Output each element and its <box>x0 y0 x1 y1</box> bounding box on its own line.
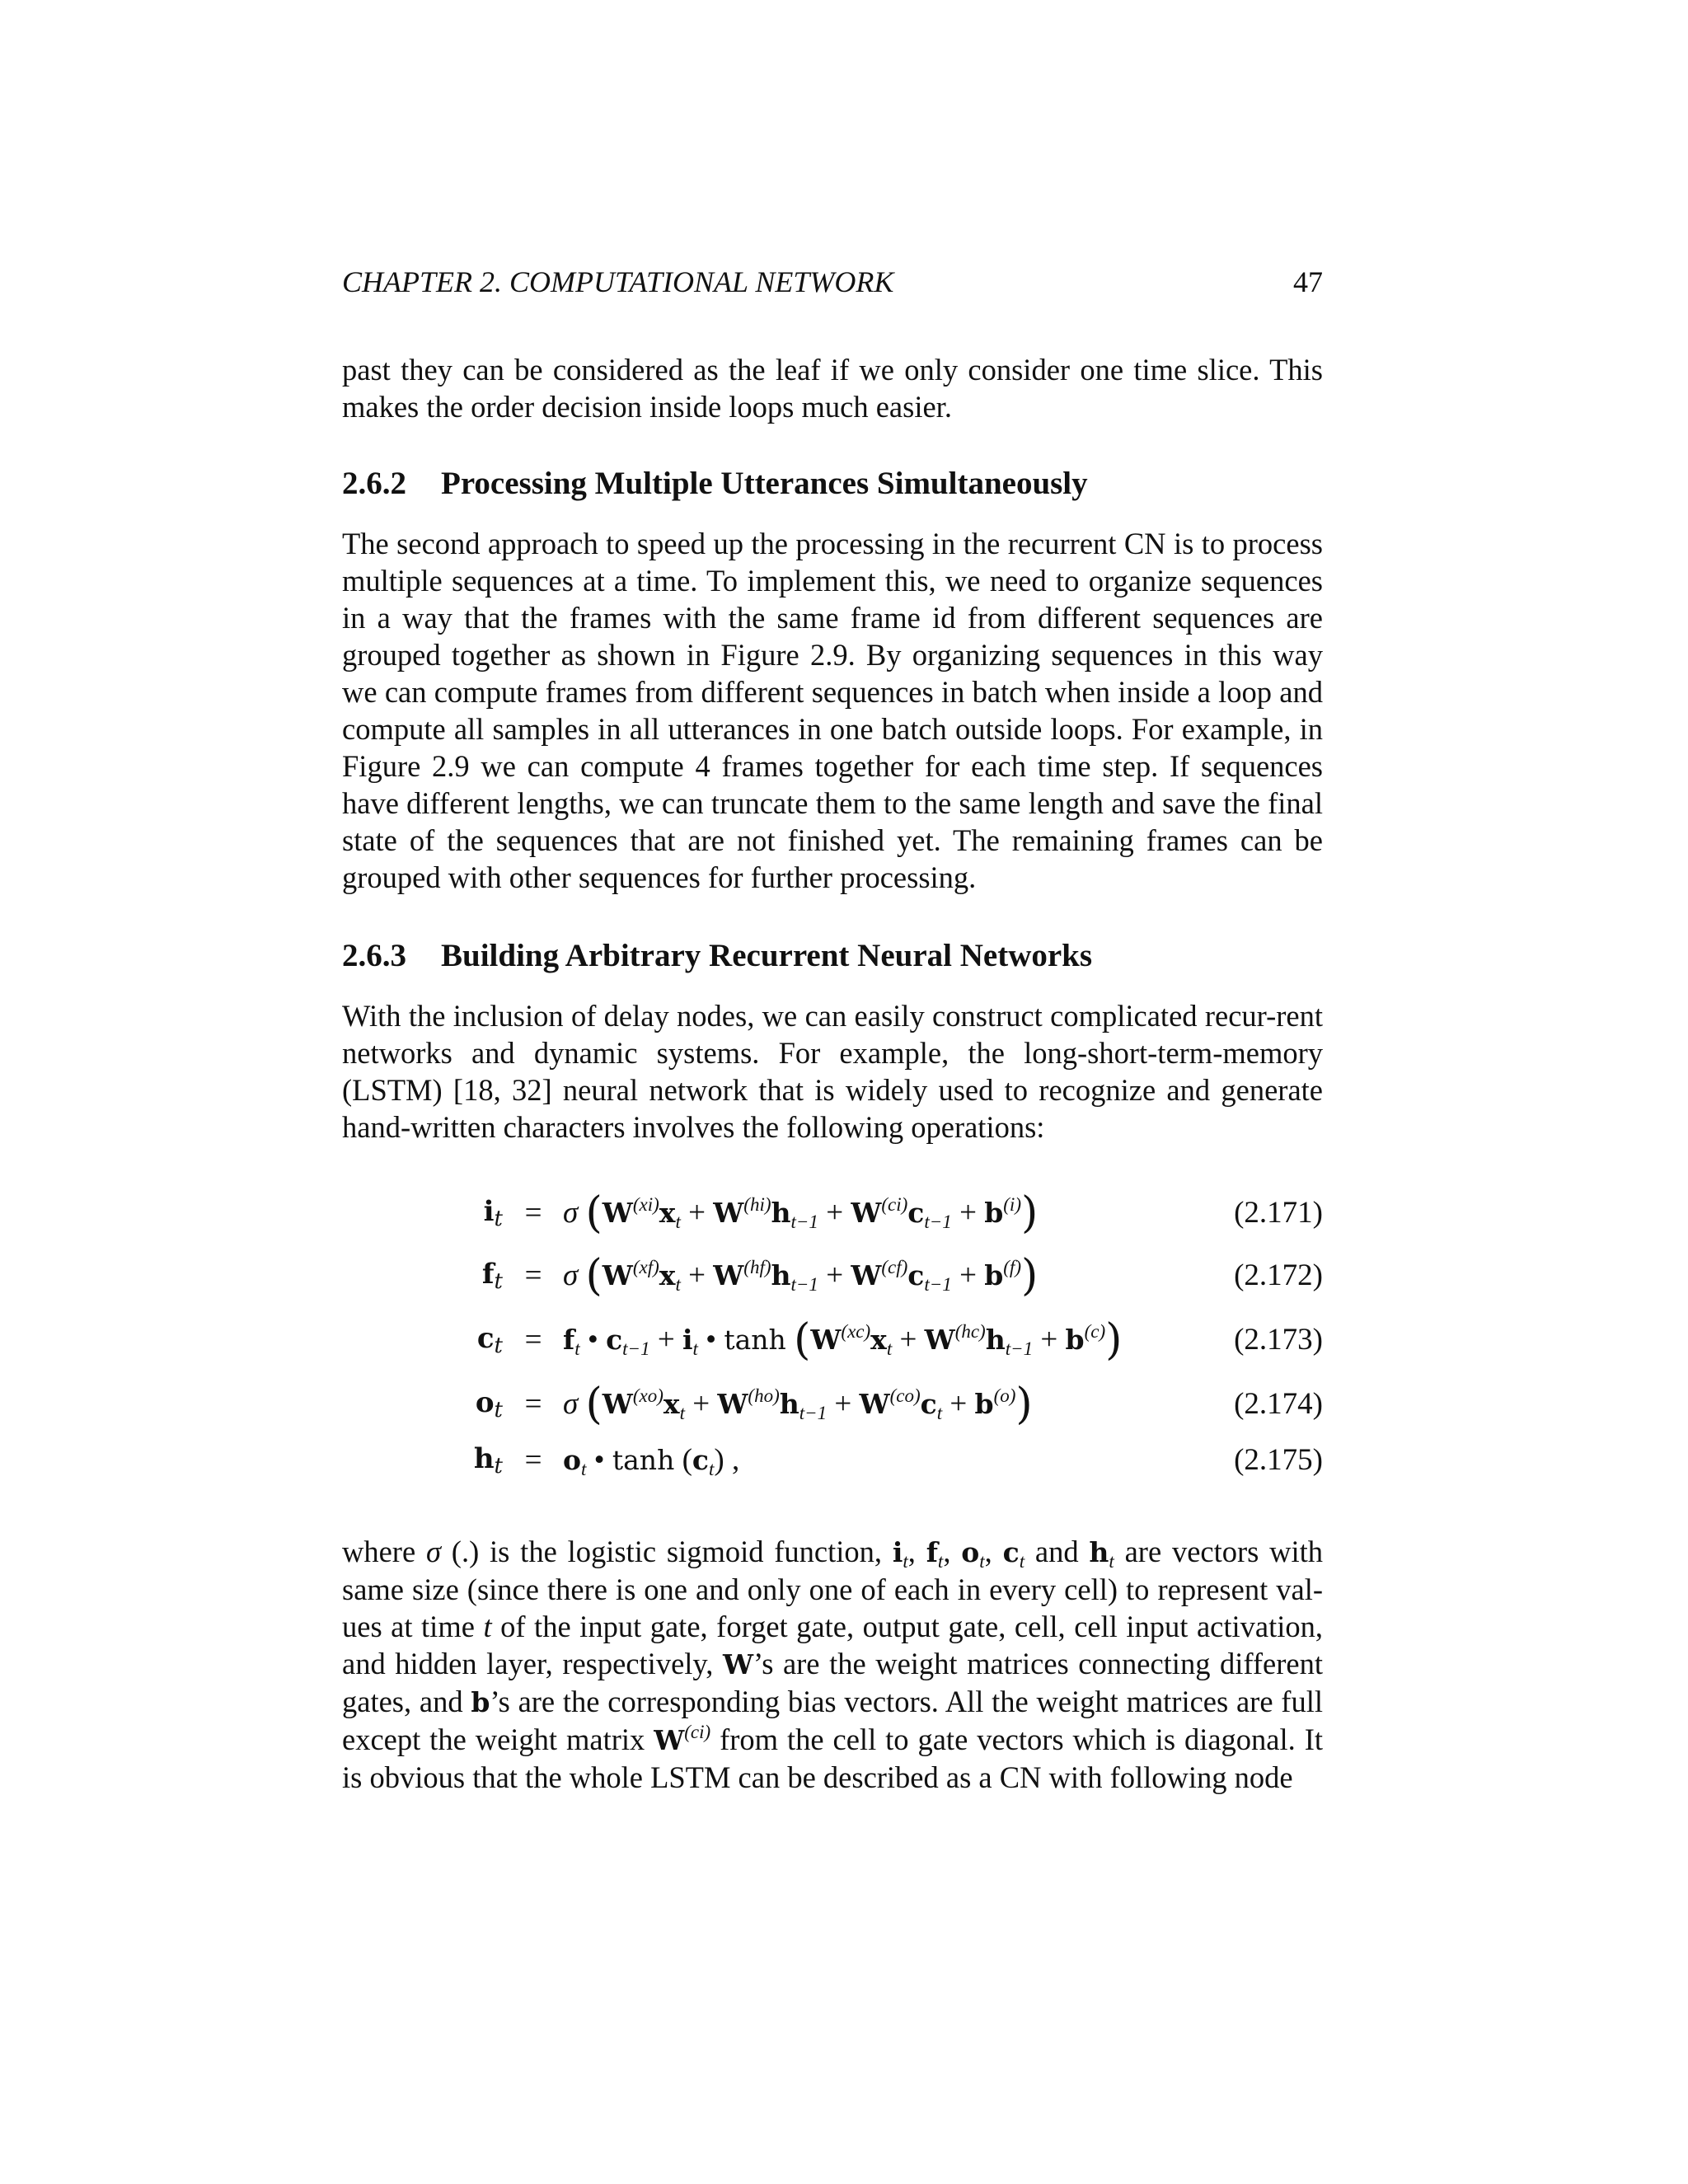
equation-rhs: $o_t$ • $\tanh (c_t)$ , <box>563 1443 740 1479</box>
intro-paragraph-block <box>342 351 1323 425</box>
equation-2-174: ot = σ $(W^{(xo)}x_t + W^{(ho)}h_{t-1} + W^{(co)}c_t + b^{(o)})$ (2.174) <box>475 1380 1323 1429</box>
chapter-title: CHAPTER 2. COMPUTATIONAL NETWORK <box>342 265 894 298</box>
equation-number: (2.171) <box>1234 1196 1323 1230</box>
section-title: Building Arbitrary Recurrent Neural Networks <box>441 938 1093 973</box>
section-number: 2.6.2 <box>342 466 406 501</box>
equation-2-175: ht = $o_t$ • $\tanh (c_t)$ , (2.175) <box>473 1442 1323 1479</box>
running-header <box>342 262 1323 302</box>
equation-number: (2.174) <box>1234 1387 1323 1421</box>
equation-2-173: ct = $f_t$ • $c_{t-1} + i_t$ • $\tanh (W^{(xc)}x_t + W^{(hc)}h_{t-1} + b^{(c)})$ (2.173) <box>476 1315 1323 1365</box>
equation-number: (2.173) <box>1234 1323 1323 1357</box>
after-equations-body <box>342 1533 1323 1796</box>
section-number: 2.6.3 <box>342 938 406 973</box>
equation-number: (2.175) <box>1234 1443 1323 1477</box>
lstm-equations <box>342 1188 1323 1500</box>
equation-number: (2.172) <box>1234 1258 1323 1292</box>
equation-rhs: σ $(W^{(xf)}x_t + W^{(hf)}h_{t-1} + W^{(cf)}c_{t-1} + b^{(f)})$ <box>563 1251 1039 1301</box>
equation-2-171: it = σ $(W^{(xi)}x_t + W^{(hi)}h_{t-1} + W^{(ci)}c_{t-1} + b^{(i)})$ (2.171) <box>483 1188 1323 1238</box>
equation-rhs: σ $(W^{(xi)}x_t + W^{(hi)}h_{t-1} + W^{(ci)}c_{t-1} + b^{(i)})$ <box>563 1188 1039 1238</box>
equation-rhs: σ $(W^{(xo)}x_t + W^{(ho)}h_{t-1} + W^{(co)}c_t + b^{(o)})$ <box>563 1380 1033 1429</box>
section-2-6-3-body <box>342 997 1323 1146</box>
section-2-6-2-paragraph: The second approach to speed up the processing in the recurrent CN is to process multiple sequences at a time. To implement this, we need to organize sequences in a way that the frames with the same frame id from different sequences are grouped together as shown in Figure 2.9. By organizing sequences in this way we can compute frames from different sequences in batch when inside a loop and compute all samples in all utterances in one batch outside loops. For example, in Figure 2.9 we can compute 4 frames together for each time step. If sequences have different lengths, we can truncate them to the same length and save the final state of the sequences that are not finished yet. The remaining frames can be grouped with other sequences for further processing. <box>342 527 1323 894</box>
intro-paragraph: past they can be considered as the leaf if we only consider one time slice. This makes the order decision inside loops much easier. <box>342 353 1323 424</box>
section-2-6-2-body <box>342 525 1323 896</box>
page-number: 47 <box>1293 265 1323 298</box>
section-2-6-3-paragraph: With the inclusion of delay nodes, we can easily construct complicated recur-rent networks and dynamic systems. For example, the long-short-term-memory (LSTM) [18, 32] neural network that is widely used to recognize and generate hand-written characters involves the following operations: <box>342 999 1323 1144</box>
section-heading-2-6-3 <box>342 936 1323 976</box>
equation-2-172: ft = σ $(W^{(xf)}x_t + W^{(hf)}h_{t-1} + W^{(cf)}c_{t-1} + b^{(f)})$ (2.172) <box>481 1251 1323 1301</box>
section-heading-2-6-2 <box>342 464 1323 504</box>
section-title: Processing Multiple Utterances Simultaneously <box>441 466 1088 501</box>
after-equations-paragraph: where σ (.) is the logistic sigmoid function, $i_t$, $f_t$, $o_t$, $c_t$ and $h_t$ are vectors with same size (since there is one and only one of each in every cell) to represent val-ues at time t of the input gate, forget gate, output gate, cell, cell input activation, and hidden layer, respectively, W’s are the weight matrices connecting different gates, and b’s are the corresponding bias vectors. All the weight matrices are full except the weight matrix $W^{(ci)}$ from the cell to gate vectors which is diagonal. It is obvious that the whole LSTM can be described as a CN with following node <box>342 1535 1324 1794</box>
equation-rhs: $f_t$ • $c_{t-1} + i_t$ • $\tanh (W^{(xc)}x_t + W^{(hc)}h_{t-1} + b^{(c)})$ <box>563 1315 1123 1365</box>
